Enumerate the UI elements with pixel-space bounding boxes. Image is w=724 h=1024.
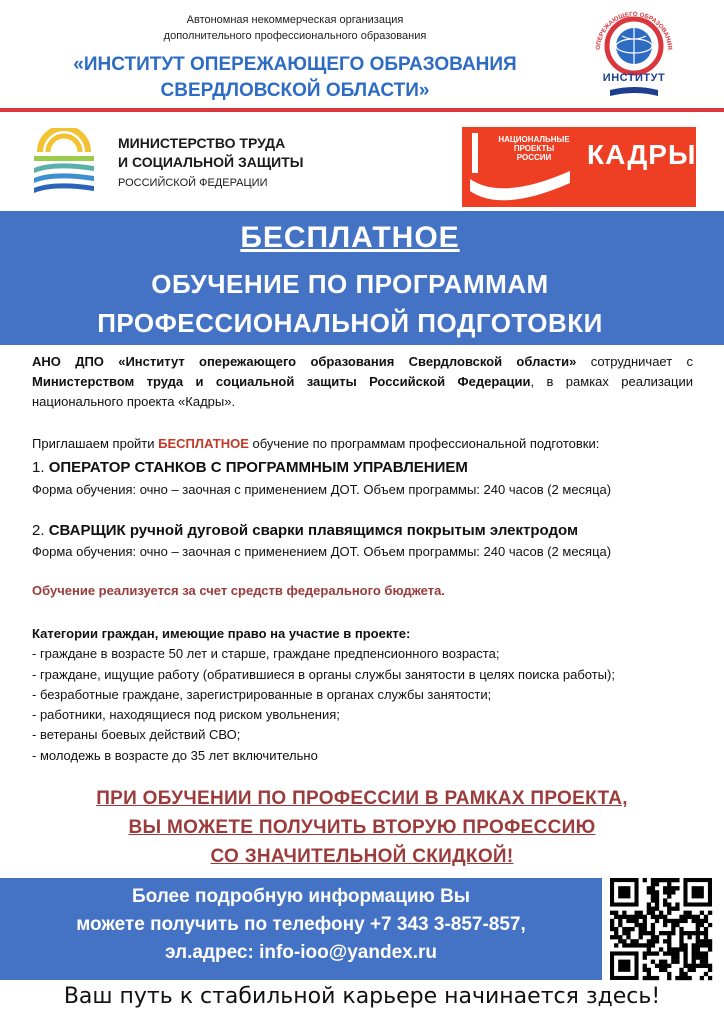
partners-row bbox=[0, 120, 724, 210]
qr-code[interactable] bbox=[606, 874, 716, 984]
contact-line1: Более подробную информацию Вы bbox=[131, 886, 471, 907]
org-type-line1: Автономная некоммерческая организация bbox=[186, 14, 404, 26]
categories-heading: Категории граждан, имеющие право на участие в проекте: bbox=[32, 626, 411, 641]
list-item: - молодежь в возрасте до 35 лет включительно bbox=[32, 747, 318, 763]
program-form-1: Форма обучения: очно – заочная с применением ДОТ. Объем программы: 240 часов (2 месяца) bbox=[32, 482, 612, 497]
org-type-line2: дополнительного профессионального образования bbox=[163, 30, 427, 42]
ministry-name-line3: РОССИЙСКОЙ ФЕДЕРАЦИИ bbox=[118, 177, 268, 189]
list-item: - работники, находящиеся под риском увольнения; bbox=[32, 707, 340, 723]
ministry-name-line2: И СОЦИАЛЬНОЙ ЗАЩИТЫ bbox=[118, 154, 304, 170]
program-title-1: 1. ОПЕРАТОР СТАНКОВ С ПРОГРАММНЫМ УПРАВЛЕНИЕМ bbox=[32, 459, 468, 476]
footer-slogan: Ваш путь к стабильной карьере начинается здесь! bbox=[63, 984, 661, 1009]
ministry-name-line1: МИНИСТЕРСТВО ТРУДА bbox=[118, 135, 286, 151]
institute-name-line2: СВЕРДЛОВСКОЙ ОБЛАСТИ» bbox=[160, 80, 430, 101]
list-item: - безработные граждане, зарегистрированные в органах службы занятости; bbox=[32, 686, 492, 702]
banner-line1: ОБУЧЕНИЕ ПО ПРОГРАММАМ bbox=[151, 269, 549, 299]
list-item: - ветераны боевых действий СВО; bbox=[32, 727, 241, 743]
invitation-line: Приглашаем пройти БЕСПЛАТНОЕ обучение по программам профессиональной подготовки: bbox=[32, 436, 600, 451]
banner-line2: ПРОФЕССИОНАЛЬНОЙ ПОДГОТОВКИ bbox=[97, 308, 603, 338]
red-divider bbox=[0, 108, 724, 112]
national-projects-label: НАЦИОНАЛЬНЫЕ ПРОЕКТЫ РОССИИ bbox=[498, 135, 570, 162]
list-item: - граждане в возрасте 50 лет и старше, граждане предпенсионного возраста; bbox=[32, 646, 500, 662]
institute-name-line1: «ИНСТИТУТ ОПЕРЕЖАЮЩЕГО ОБРАЗОВАНИЯ bbox=[73, 54, 517, 75]
institute-logo bbox=[590, 6, 678, 102]
logo-institute-word: ИНСТИТУТ bbox=[602, 72, 666, 84]
national-project-kadry-logo bbox=[462, 127, 696, 207]
eligible-categories bbox=[32, 624, 702, 766]
program-title-2: 2. СВАРЩИК ручной дуговой сварки плавящимся покрытым электродом bbox=[32, 522, 579, 539]
promo-line2: ВЫ МОЖЕТЕ ПОЛУЧИТЬ ВТОРУЮ ПРОФЕССИЮ bbox=[128, 817, 596, 838]
intro-paragraph: АНО ДПО «Институт опережающего образования Свердловской области» сотрудничает с Министерством труда и социальной защиты Российской Федерации, в рамках реализации национального проекта «Кадры». bbox=[32, 354, 693, 409]
header bbox=[0, 0, 724, 104]
promo-line1: ПРИ ОБУЧЕНИИ ПО ПРОФЕССИИ В РАМКАХ ПРОЕКТА, bbox=[96, 788, 628, 809]
contact-email-line: эл.адрес: info-ioo@yandex.ru bbox=[164, 942, 437, 963]
title-banner bbox=[0, 211, 724, 345]
budget-note: Обучение реализуется за счет средств федерального бюджета. bbox=[32, 583, 445, 598]
promo-line3: СО ЗНАЧИТЕЛЬНОЙ СКИДКОЙ! bbox=[210, 846, 514, 867]
ministry-emblem bbox=[30, 128, 98, 196]
program-form-2: Форма обучения: очно – заочная с применением ДОТ. Объем программы: 240 часов (2 месяца) bbox=[32, 544, 612, 559]
list-item: - граждане, ищущие работу (обратившиеся в органы службы занятости в целях поиска работы); bbox=[32, 666, 615, 682]
banner-free-word: БЕСПЛАТНОЕ bbox=[240, 221, 460, 254]
ministry-name bbox=[118, 134, 303, 192]
contact-info-bar bbox=[0, 878, 602, 980]
logo-arc-text: ОПЕРЕЖАЮЩЕГО ОБРАЗОВАНИЯ bbox=[594, 10, 674, 51]
kadry-word: КАДРЫ bbox=[587, 139, 697, 170]
contact-phone-line: можете получить по телефону +7 343 3-857-857, bbox=[76, 914, 526, 935]
